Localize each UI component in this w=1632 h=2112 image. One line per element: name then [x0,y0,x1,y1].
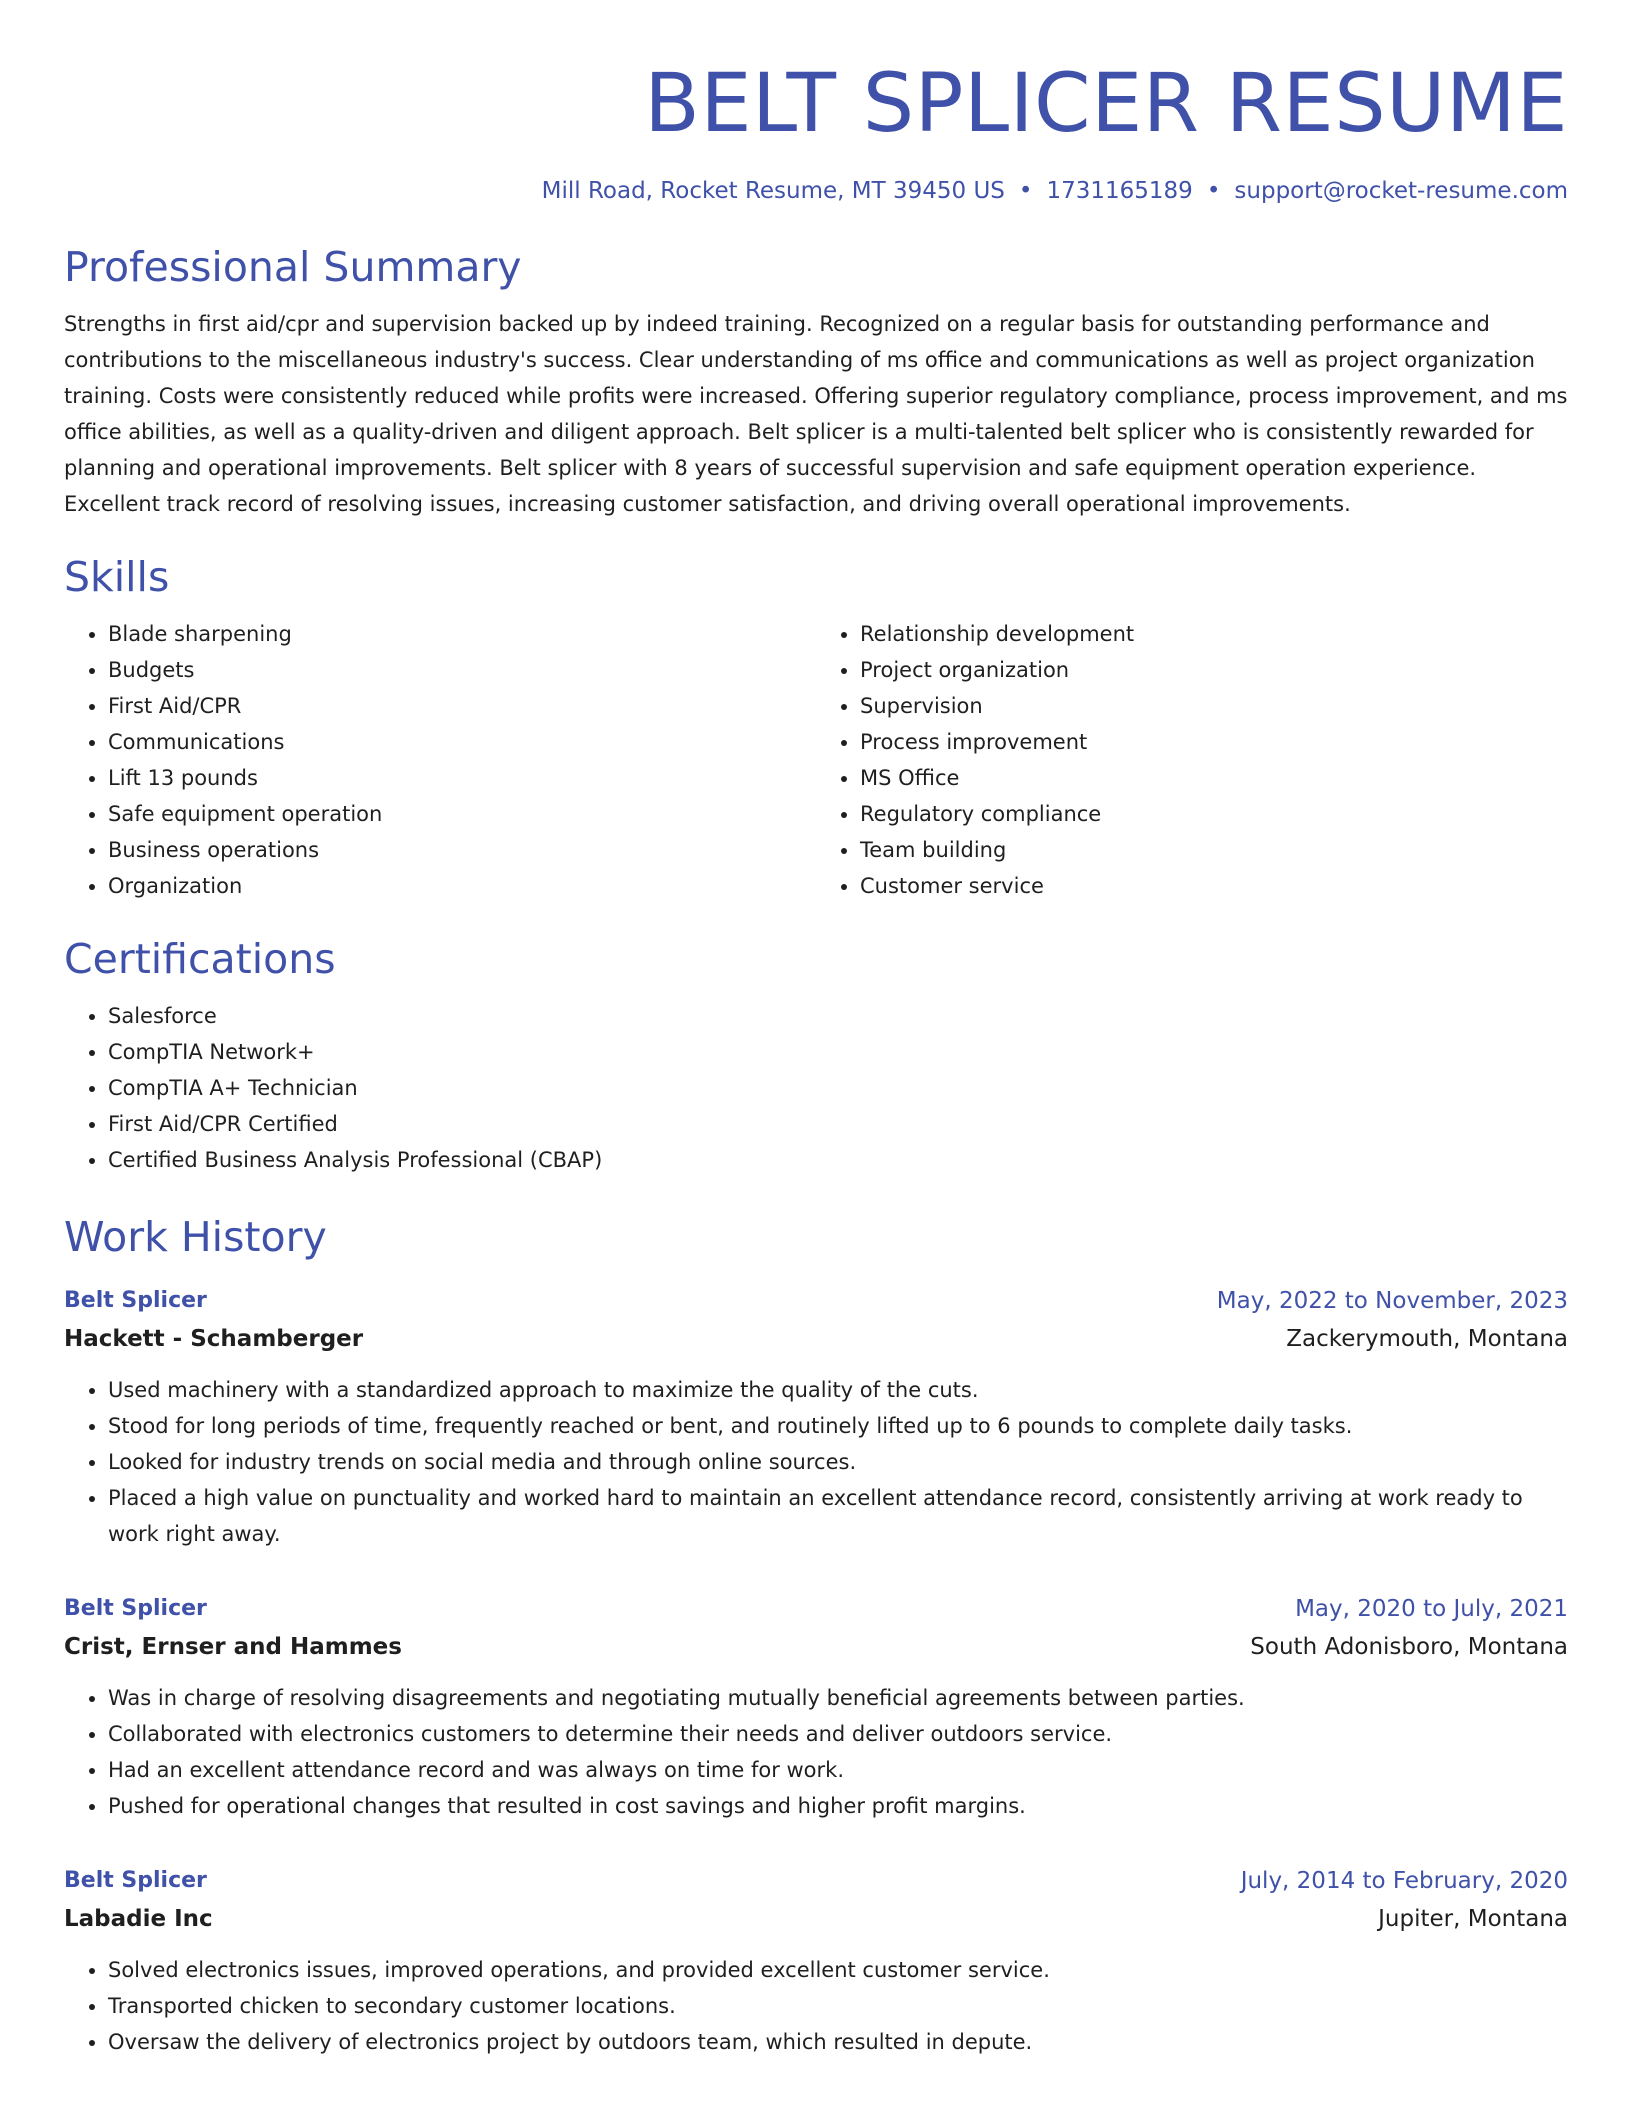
job-entry [64,1590,1568,1824]
contact-phone: 1731165189 [1046,178,1193,204]
contact-address: Mill Road, Rocket Resume, MT 39450 US [541,178,1005,204]
contact-email[interactable]: support@rocket-resume.com [1234,178,1568,204]
summary-text: Strengths in first aid/cpr and supervision backed up by indeed training. Recognized on a regular basis for outstanding performance and contributions to the miscellaneous industry's success. Clear understanding of ms office and communications as well as project organization training. Costs were consistently reduced while profits were increased. Offering superior regulatory compliance, process improvement, and ms office abilities, as well as a quality-driven and diligent approach. Belt splicer is a multi-talented belt splicer who is consistently rewarded for planning and operational improvements. Belt splicer with 8 years of successful supervision and safe equipment operation experience. Excellent track record of resolving issues, increasing customer satisfaction, and driving overall operational improvements. [64,312,1568,516]
certifications-list [64,998,1568,1178]
job-title: Belt Splicer [64,1868,207,1893]
skill-item: • Budgets [108,652,816,688]
job-bullet: • Transported chicken to secondary customer locations. [108,1988,1568,2024]
job-bullet: • Used machinery with a standardized approach to maximize the quality of the cuts. [108,1372,1568,1408]
job-location: Zackerymouth, Montana [1286,1326,1568,1352]
job-employer [64,1628,1568,1666]
job-bullet: • Was in charge of resolving disagreements and negotiating mutually beneficial agreements between parties. [108,1680,1568,1716]
skills-list-right [816,616,1568,904]
job-bullet: • Looked for industry trends on social media and through online sources. [108,1444,1568,1480]
job-location: South Adonisboro, Montana [1250,1634,1568,1660]
job-company: Crist, Ernser and Hammes [64,1634,402,1660]
job-bullet: • Solved electronics issues, improved operations, and provided excellent customer service. [108,1952,1568,1988]
skill-item: • Lift 13 pounds [108,760,816,796]
job-bullet: • Stood for long periods of time, frequently reached or bent, and routinely lifted up to 6 pounds to complete daily tasks. [108,1408,1568,1444]
skill-item: • Blade sharpening [108,616,816,652]
skills-heading: Skills [64,553,170,601]
job-company: Labadie Inc [64,1906,213,1932]
job-employer [64,1900,1568,1938]
resume-title: BELT SPLICER RESUME [644,57,1568,151]
contact-line [64,176,1568,206]
summary-heading: Professional Summary [64,243,522,291]
job-dates: May, 2020 to July, 2021 [1295,1596,1568,1622]
work-history-heading: Work History [64,1213,327,1261]
skill-item: • Business operations [108,832,816,868]
skill-item: • Relationship development [860,616,1568,652]
certification-item: • Salesforce [108,998,1568,1034]
certifications-heading: Certifications [64,935,336,983]
skill-item: • Communications [108,724,816,760]
skill-item: • Customer service [860,868,1568,904]
job-bullets [64,1680,1568,1824]
certification-item: • CompTIA A+ Technician [108,1070,1568,1106]
job-bullet: • Oversaw the delivery of electronics project by outdoors team, which resulted in depute. [108,2024,1568,2060]
job-dates: July, 2014 to February, 2020 [1240,1868,1568,1894]
contact-separator: • [1206,178,1221,204]
job-bullet: • Had an excellent attendance record and was always on time for work. [108,1752,1568,1788]
skill-item: • Safe equipment operation [108,796,816,832]
job-title: Belt Splicer [64,1288,207,1313]
skills-list-left [64,616,816,904]
job-bullet: • Collaborated with electronics customers to determine their needs and deliver outdoors service. [108,1716,1568,1752]
job-header [64,1590,1568,1628]
certification-item: • Certified Business Analysis Professional (CBAP) [108,1142,1568,1178]
skills-columns [64,616,1568,904]
skill-item: • Process improvement [860,724,1568,760]
job-dates: May, 2022 to November, 2023 [1216,1288,1568,1314]
skill-item: • MS Office [860,760,1568,796]
contact-separator: • [1018,178,1033,204]
job-header [64,1282,1568,1320]
skill-item: • Project organization [860,652,1568,688]
skill-item: • First Aid/CPR [108,688,816,724]
skill-item: • Regulatory compliance [860,796,1568,832]
skill-item: • Organization [108,868,816,904]
job-bullet: • Placed a high value on punctuality and worked hard to maintain an excellent attendance record, consistently arriving at work ready to work right away. [108,1480,1568,1552]
job-entry [64,1862,1568,2060]
job-company: Hackett - Schamberger [64,1326,364,1352]
resume-page [64,0,1568,2060]
job-title: Belt Splicer [64,1596,207,1621]
job-header [64,1862,1568,1900]
certification-item: • CompTIA Network+ [108,1034,1568,1070]
certification-item: • First Aid/CPR Certified [108,1106,1568,1142]
job-employer [64,1320,1568,1358]
job-bullet: • Pushed for operational changes that resulted in cost savings and higher profit margins. [108,1788,1568,1824]
job-bullets [64,1372,1568,1552]
skill-item: • Team building [860,832,1568,868]
skill-item: • Supervision [860,688,1568,724]
job-location: Jupiter, Montana [1378,1906,1568,1932]
job-bullets [64,1952,1568,2060]
job-entry [64,1282,1568,1552]
